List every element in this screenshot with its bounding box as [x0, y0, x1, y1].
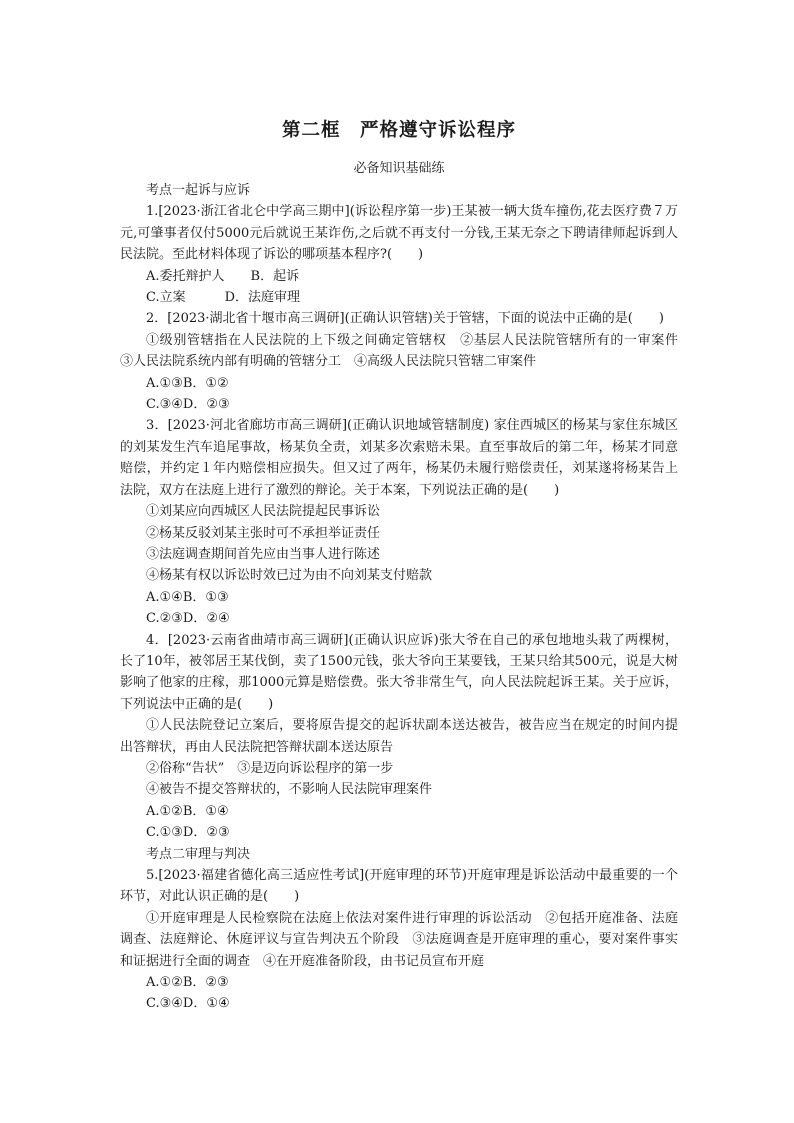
options-ab: A.①②B．①④ [146, 803, 229, 819]
question-stem: 1.[2023·浙江省北仑中学高三期中](诉讼程序第一步)王某被一辆大货车撞伤,花去医疗费７万元,可肇事者仅付5000元后就说王某诈伤,之后就不再支付一分钱,王某无奈之下聘请律师起诉到人民法院。至此材料体现了诉讼的哪项基本程序?( ) [120, 204, 678, 263]
statement-items-2-3: ②俗称“告状” ③是迈向诉讼程序的第一步 [146, 760, 394, 776]
question-2 [120, 308, 692, 415]
statement-item-4: ④杨某有权以诉讼时效已过为由不向刘某支付赔款 [146, 568, 433, 584]
section-heading-1: 考点一起诉与应诉 [146, 183, 251, 198]
options-ab: A.①③B．①② [146, 375, 229, 391]
question-stem: 4．[2023·云南省曲靖市高三调研](正确认识应诉)张大爷在自己的承包地地头栽了两棵树，长了10年，被邻居王某伐倒，卖了1500元钱，张大爷向王某要钱，王某只给其500元，说是大树影响了他家的庄稼，那1000元算是赔偿费。张大爷非常生气，向人民法院起诉王某。关于应诉，下列说法中正确的是( ) [120, 632, 678, 712]
statement-item-1: ①刘某应向西城区人民法院提起民事诉讼 [146, 504, 381, 520]
statement-item-3: ③法庭调查期间首先应由当事人进行陈述 [146, 546, 381, 562]
options-cd: C.③④D．②③ [146, 397, 230, 413]
statement-item-1: ①人民法院登记立案后，要将原告提交的起诉状副本送达被告，被告应当在规定的时间内提出答辩状，再由人民法院把答辩状副本送达原告 [120, 718, 678, 755]
question-1 [120, 201, 678, 308]
options-cd: C.①③D．②③ [146, 825, 230, 841]
options-ab: A.委托辩护人 B．起诉 [146, 268, 300, 284]
statement-item-2: ②杨某反驳刘某主张时可不承担举证责任 [146, 525, 381, 541]
question-stem: 5.[2023·福建省德化高三适应性考试](开庭审理的环节)开庭审理是诉讼活动中最重要的一个环节，对此认识正确的是( ) [120, 868, 678, 905]
options-ab: A.①②B．②③ [146, 975, 229, 991]
options-cd: C.③④D．①④ [146, 996, 230, 1012]
options-cd: C.②③D．②④ [146, 611, 230, 627]
question-stem: 2．[2023·湖北省十堰市高三调研](正确认识管辖)关于管辖，下面的说法中正确的是( ) [146, 311, 664, 327]
statement-item-4: ④被告不提交答辩状的，不影响人民法院审理案件 [146, 782, 433, 798]
page-title: 第二框 严格遵守诉讼程序 [281, 120, 516, 141]
question-5 [120, 865, 678, 1015]
question-stem: 3．[2023·河北省廊坊市高三调研](正确认识地域管辖制度) 家住西城区的杨某与家住东城区的刘某发生汽车追尾事故，杨某负全责，刘某多次索赔未果。直至事故后的第二年，杨某才同意赔偿，并约定１年内赔偿相应损失。但又过了两年，杨某仍未履行赔偿责任，刘某遂将杨某告上法院，双方在法庭上进行了激烈的辩论。关于本案，下列说法正确的是( ) [120, 418, 678, 498]
page-subtitle: 必备知识基础练 [353, 161, 445, 176]
question-4 [120, 630, 678, 844]
options-ab: A.①④B．①③ [146, 589, 229, 605]
options-cd: C.立案 D．法庭审理 [146, 290, 301, 306]
section-heading-2: 考点二审理与判决 [146, 846, 251, 862]
question-3 [120, 415, 678, 629]
statement-items: ①开庭审理是人民检察院在法庭上依法对案件进行审理的诉讼活动 ②包括开庭准备、法庭调查、法庭辩论、休庭评议与宣告判决五个阶段 ③法庭调查是开庭审理的重心，要对案件事实和证据进行全面的调查 ④在开庭准备阶段，由书记员宣布开庭 [120, 910, 678, 969]
statement-items: ①级别管辖指在人民法院的上下级之间确定管辖权 ②基层人民法院管辖所有的一审案件 ③人民法院系统内部有明确的管辖分工 ④高级人民法院只管辖二审案件 [120, 332, 692, 370]
document-body [120, 116, 692, 1015]
